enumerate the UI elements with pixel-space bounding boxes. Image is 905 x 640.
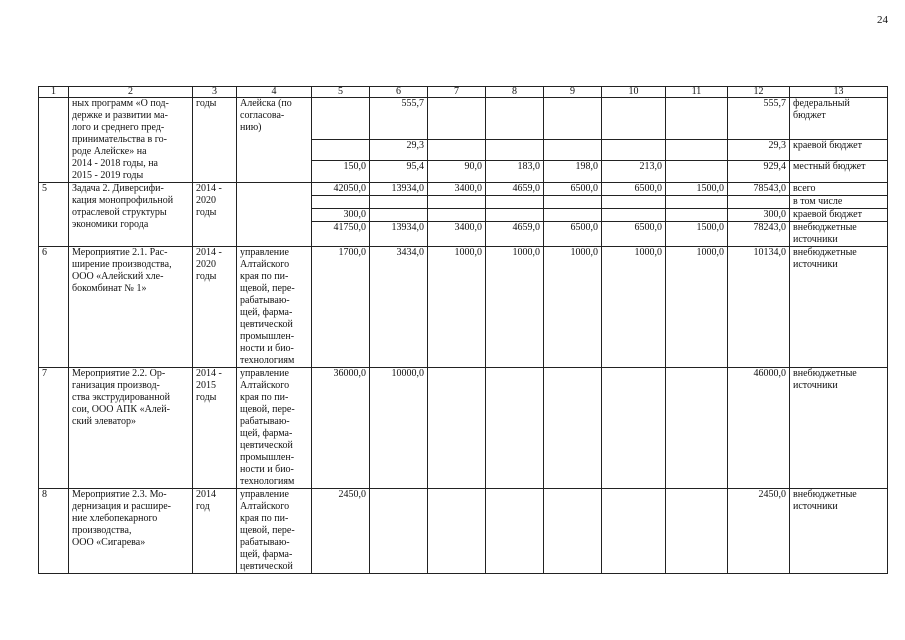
value-cell	[428, 209, 486, 222]
page-number: 24	[877, 14, 888, 26]
value-cell: 555,7	[728, 98, 790, 140]
row-number: 6	[39, 247, 69, 368]
value-cell	[666, 196, 728, 209]
value-cell	[370, 209, 428, 222]
value-cell	[666, 139, 728, 161]
value-cell: 10134,0	[728, 247, 790, 368]
column-header: 10	[602, 87, 666, 98]
value-cell	[544, 489, 602, 574]
value-cell	[428, 368, 486, 489]
value-cell: 2450,0	[728, 489, 790, 574]
column-header: 9	[544, 87, 602, 98]
measure-name: Мероприятие 2.1. Рас- ширение производства, ООО «Алейский хле- бокомбинат № 1»	[69, 247, 193, 368]
column-header: 5	[312, 87, 370, 98]
value-cell: 929,4	[728, 161, 790, 183]
value-cell: 36000,0	[312, 368, 370, 489]
measure-name: Мероприятие 2.2. Ор- ганизация производ- ства экструдированной сои, ООО АПК «Алей- ский элеватор»	[69, 368, 193, 489]
funding-source: местный бюджет	[790, 161, 888, 183]
table-row	[39, 247, 888, 368]
value-cell: 1000,0	[486, 247, 544, 368]
value-cell	[312, 139, 370, 161]
value-cell: 1500,0	[666, 183, 728, 196]
value-cell	[544, 139, 602, 161]
column-header: 11	[666, 87, 728, 98]
table-row	[39, 98, 888, 140]
value-cell: 78543,0	[728, 183, 790, 196]
value-cell: 95,4	[370, 161, 428, 183]
funding-source: внебюджетные источники	[790, 247, 888, 368]
value-cell: 4659,0	[486, 222, 544, 247]
column-header: 6	[370, 87, 428, 98]
funding-source: в том числе	[790, 196, 888, 209]
value-cell: 183,0	[486, 161, 544, 183]
value-cell	[602, 139, 666, 161]
value-cell: 2450,0	[312, 489, 370, 574]
value-cell: 198,0	[544, 161, 602, 183]
column-header: 3	[193, 87, 237, 98]
value-cell: 300,0	[728, 209, 790, 222]
table-row	[39, 183, 888, 196]
value-cell	[666, 368, 728, 489]
funding-source: всего	[790, 183, 888, 196]
value-cell	[428, 98, 486, 140]
funding-source: внебюджетные источники	[790, 368, 888, 489]
value-cell	[544, 196, 602, 209]
value-cell	[544, 209, 602, 222]
value-cell: 4659,0	[486, 183, 544, 196]
value-cell	[428, 139, 486, 161]
value-cell: 42050,0	[312, 183, 370, 196]
value-cell: 213,0	[602, 161, 666, 183]
value-cell: 1000,0	[666, 247, 728, 368]
value-cell: 150,0	[312, 161, 370, 183]
value-cell: 3400,0	[428, 183, 486, 196]
value-cell	[602, 196, 666, 209]
period: годы	[193, 98, 237, 183]
executor: управление Алтайского края по пи- щевой, пере- рабатываю- щей, фарма- цевтической промышлен- ности и био- технологиям	[237, 368, 312, 489]
value-cell	[544, 98, 602, 140]
value-cell	[602, 209, 666, 222]
funding-source: внебюджетные источники	[790, 222, 888, 247]
funding-source: краевой бюджет	[790, 209, 888, 222]
table-row	[39, 368, 888, 489]
value-cell: 13934,0	[370, 183, 428, 196]
value-cell	[312, 196, 370, 209]
row-number: 5	[39, 183, 69, 247]
funding-source: внебюджетные источники	[790, 489, 888, 574]
funding-source: федеральный бюджет	[790, 98, 888, 140]
value-cell: 6500,0	[544, 183, 602, 196]
value-cell: 300,0	[312, 209, 370, 222]
executor: Алейска (по согласова- нию)	[237, 98, 312, 183]
period: 2014 - 2015 годы	[193, 368, 237, 489]
value-cell: 41750,0	[312, 222, 370, 247]
column-header: 12	[728, 87, 790, 98]
table-header-row	[39, 87, 888, 98]
value-cell: 29,3	[728, 139, 790, 161]
value-cell	[486, 368, 544, 489]
row-number: 7	[39, 368, 69, 489]
value-cell	[728, 196, 790, 209]
value-cell: 555,7	[370, 98, 428, 140]
value-cell	[666, 98, 728, 140]
measure-name: ных программ «О под- держке и развитии ма- лого и среднего пред- принимательства в го- роде Алейске» на 2014 - 2018 годы, на 2015 - 2019 годы	[69, 98, 193, 183]
value-cell: 10000,0	[370, 368, 428, 489]
value-cell: 6500,0	[602, 222, 666, 247]
value-cell	[312, 98, 370, 140]
value-cell: 29,3	[370, 139, 428, 161]
value-cell	[666, 161, 728, 183]
column-header: 13	[790, 87, 888, 98]
value-cell: 1700,0	[312, 247, 370, 368]
value-cell: 6500,0	[602, 183, 666, 196]
value-cell: 3434,0	[370, 247, 428, 368]
period: 2014 - 2020 годы	[193, 247, 237, 368]
column-header: 1	[39, 87, 69, 98]
value-cell	[602, 98, 666, 140]
value-cell	[486, 139, 544, 161]
value-cell	[486, 98, 544, 140]
value-cell	[602, 368, 666, 489]
period: 2014 год	[193, 489, 237, 574]
funding-source: краевой бюджет	[790, 139, 888, 161]
value-cell: 1000,0	[428, 247, 486, 368]
row-number: 8	[39, 489, 69, 574]
executor: управление Алтайского края по пи- щевой, пере- рабатываю- щей, фарма- цевтической	[237, 489, 312, 574]
value-cell: 1000,0	[602, 247, 666, 368]
value-cell	[602, 489, 666, 574]
value-cell: 13934,0	[370, 222, 428, 247]
value-cell	[486, 489, 544, 574]
value-cell: 1500,0	[666, 222, 728, 247]
value-cell	[544, 368, 602, 489]
column-header: 8	[486, 87, 544, 98]
row-number	[39, 98, 69, 183]
value-cell	[666, 209, 728, 222]
value-cell	[486, 209, 544, 222]
value-cell: 90,0	[428, 161, 486, 183]
column-header: 4	[237, 87, 312, 98]
value-cell: 46000,0	[728, 368, 790, 489]
column-header: 2	[69, 87, 193, 98]
value-cell	[370, 489, 428, 574]
table-row	[39, 489, 888, 574]
column-header: 7	[428, 87, 486, 98]
executor	[237, 183, 312, 247]
value-cell: 6500,0	[544, 222, 602, 247]
value-cell: 3400,0	[428, 222, 486, 247]
measure-name: Мероприятие 2.3. Мо- дернизация и расшире- ние хлебопекарного производства, ООО «Сигарева»	[69, 489, 193, 574]
value-cell: 78243,0	[728, 222, 790, 247]
value-cell	[428, 489, 486, 574]
value-cell	[666, 489, 728, 574]
value-cell	[486, 196, 544, 209]
executor: управление Алтайского края по пи- щевой, пере- рабатываю- щей, фарма- цевтической промышлен- ности и био- технологиям	[237, 247, 312, 368]
measure-name: Задача 2. Диверсифи- кация монопрофильной отраслевой структуры экономики города	[69, 183, 193, 247]
period: 2014 - 2020 годы	[193, 183, 237, 247]
program-table	[38, 86, 888, 574]
value-cell	[428, 196, 486, 209]
value-cell: 1000,0	[544, 247, 602, 368]
value-cell	[370, 196, 428, 209]
